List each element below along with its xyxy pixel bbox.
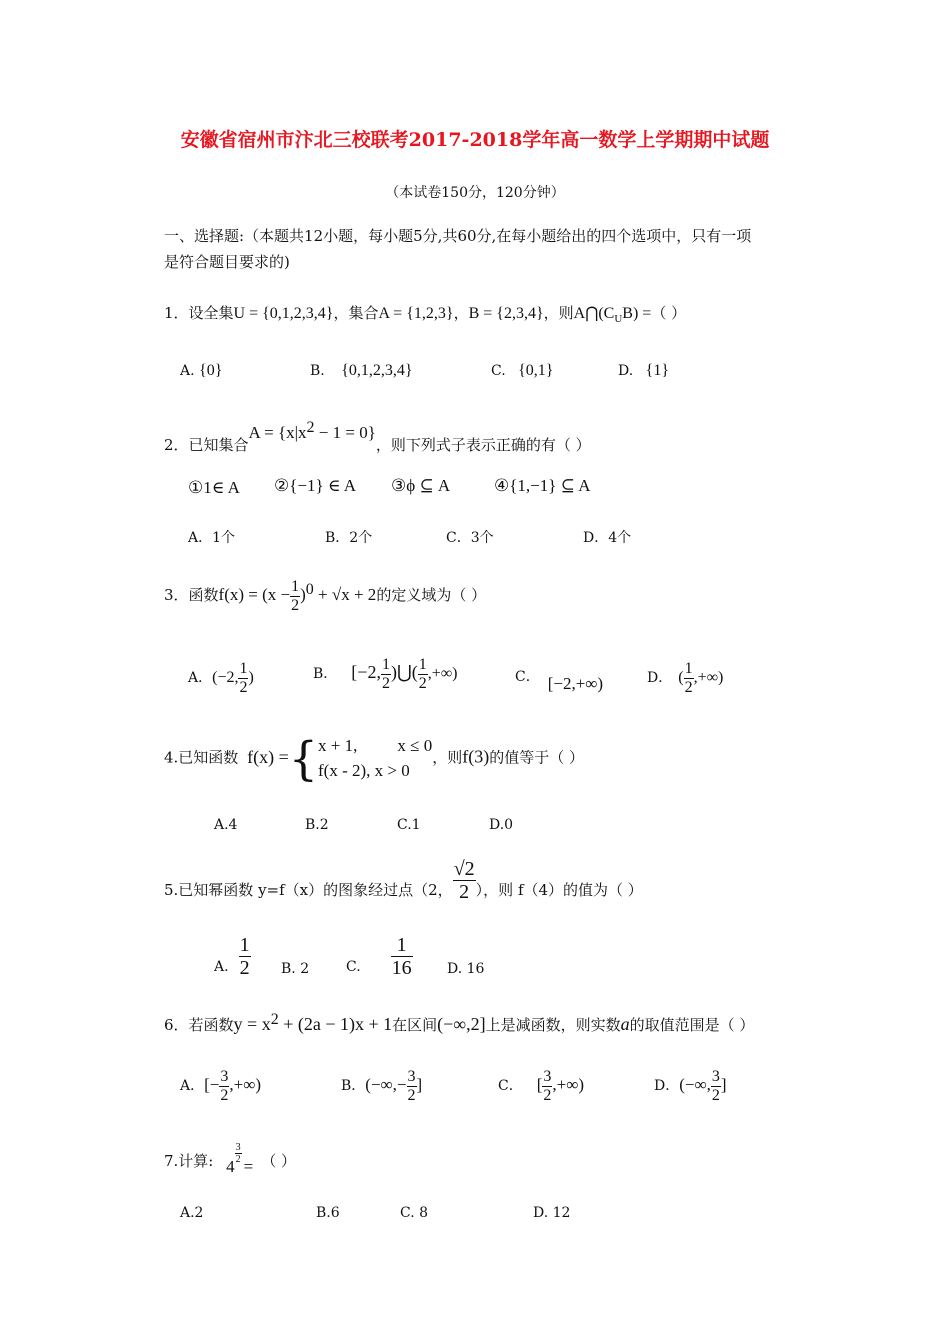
question-4: 4.已知函数 f(x) ={ x + 1, x ≤ 0 f(x - 2), x > 0 ，则f(3)的值等于（ ）	[164, 731, 584, 786]
q5-option-d: D. 16	[447, 961, 485, 977]
question-2: 2．已知集合$A = \{x|x^2 - 1 = 0\}$，则下列式子表示正确的有（ ）	[164, 419, 591, 454]
question-5: 5.已知幂函数 y=f（x）的图象经过点（2， $\frac{√2}{2}$ ），则 f（4）的值为（ ）	[164, 858, 643, 903]
question-1: 1．设全集U = {0,1,2,3,4}，集合A = {1,2,3}，B = {2,3,4}，则$A⋂(C_UB)$ =（ ）	[164, 304, 687, 325]
q7-option-c: C. 8	[400, 1205, 429, 1221]
question-3: 3．函数f(x) = (x − $\frac{1}{2}$ )$^0$ + √x + 2的定义域为（ ）	[164, 578, 487, 614]
q6-option-c: C． [ $\frac{3}{2}$ ,+∞)	[498, 1068, 585, 1104]
q4-option-c: C.1	[397, 817, 421, 833]
q7-option-d: D. 12	[533, 1205, 571, 1221]
q6-option-d: D．(−∞, $\frac{3}{2}$ ]	[654, 1068, 727, 1104]
q5-option-a: A. $\frac{1}{2}$	[214, 934, 250, 979]
q7-option-b: B.6	[316, 1205, 340, 1221]
q2-statement-3: ③ϕ ⊆ A	[391, 476, 451, 495]
q2-statement-2: ②{−1} ∈ A	[274, 476, 357, 495]
section-heading-line2: 是符合题目要求的)	[164, 253, 290, 271]
q6-option-a: A．[− $\frac{3}{2}$ ,+∞)	[180, 1068, 261, 1104]
q1-option-a: A. {0}	[180, 362, 223, 379]
question-7: 7.计算: 4 $\frac{3}{2}$ = （ ）	[164, 1142, 297, 1176]
q3-option-a: A．(−2, $\frac{1}{2}$ )	[188, 660, 254, 696]
q6-option-b: B．(−∞,− $\frac{3}{2}$ ]	[341, 1068, 423, 1104]
q3-fraction: $\frac{1}{2}$	[291, 578, 300, 614]
q2-statement-4: ④{1,−1} ⊆ A	[494, 476, 591, 495]
q2-option-c: C．3个	[446, 530, 494, 546]
q5-option-b: B. 2	[281, 961, 310, 977]
question-6: 6．若函数$y = x^2 + (2a - 1)x + 1$在区间(−∞,2]上是减函数，则实数a的取值范围是（ ）	[164, 1011, 755, 1034]
exam-info: （本试卷150分，120分钟）	[385, 185, 565, 201]
q2-statement-1: ①1∈ A	[188, 478, 240, 497]
q1-option-d: D. {1}	[618, 362, 669, 379]
page-title: 安徽省宿州市汴北三校联考2017-2018学年高一数学上学期期中试题	[180, 129, 770, 151]
q3-option-d: D． ( $\frac{1}{2}$ ,+∞)	[647, 660, 724, 696]
piecewise-brace: {	[288, 731, 319, 786]
q5-option-c: C. $\frac{1}{16}$	[346, 934, 412, 979]
q7-option-a: A.2	[180, 1205, 204, 1221]
section-heading-line1: 一、选择题:（本题共12小题，每小题5分,共60分,在每小题给出的四个选项中，只有一项	[164, 227, 752, 245]
q4-option-d: D.0	[489, 817, 514, 833]
q4-option-b: B.2	[305, 817, 329, 833]
q4-option-a: A.4	[214, 817, 238, 833]
q2-option-b: B．2个	[325, 530, 373, 546]
point-fraction: $\frac{√2}{2}$	[453, 858, 475, 903]
q3-option-c: C． [−2,+∞)	[515, 669, 604, 693]
q2-option-d: D．4个	[583, 530, 632, 546]
q2-option-a: A．1个	[188, 530, 236, 546]
exponent-fraction: $\frac{3}{2}$	[235, 1142, 241, 1165]
q1-option-c: C. {0,1}	[491, 362, 554, 379]
q1-option-b: B. {0,1,2,3,4}	[310, 362, 413, 379]
piecewise-cases: x + 1, x ≤ 0 f(x - 2), x > 0	[318, 736, 433, 780]
q3-option-b: B． [−2, $\frac{1}{2}$ )⋃( $\frac{1}{2}$ ,+∞)	[313, 656, 458, 692]
